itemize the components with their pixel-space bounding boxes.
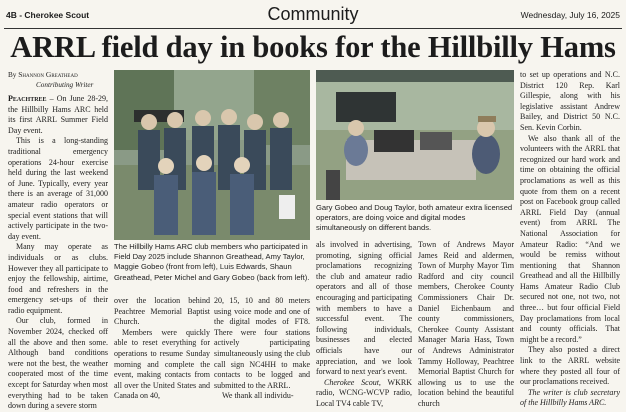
page-header bbox=[0, 0, 626, 28]
article-column-5 bbox=[418, 240, 514, 408]
header-rule bbox=[4, 28, 622, 29]
byline-role: Contributing Writer bbox=[36, 81, 94, 89]
col4-p1: als involved in advertising, promoting, signing official proclamations recognizing the club and amateur radio operators and all of those encouraging and participating with members to have a successful event. The following individuals, businesses and elected officials have our appreciation, and we look forward to next year's event. bbox=[316, 240, 412, 377]
col1-p3: Many may operate as individuals or as clubs. However they all participate to enjoy the fellowship, airtime, food and refreshers in the emergency set-ups of their radio equipment. bbox=[8, 242, 108, 315]
group-photo bbox=[114, 70, 310, 240]
col4-p2-italic: Cherokee Scout bbox=[324, 377, 379, 387]
col6-p4: The writer is club secretary of the Hillbilly Hams ARC. bbox=[520, 387, 620, 408]
col1-p4: Our club, formed in November 2024, checked off all the above and then some. Although band conditions were not the best, the weather cooperated most of the time except for Saturday when most everything had to be taken down during a severe storm bbox=[8, 316, 108, 411]
col3-p1: 20, 15, 10 and 80 meters using voice mode and one of the digital modes of FT8. There were four stations actively participating simultaneously using the club call sign NC4HH to make contacts to be logged and submitted to the ARRL. bbox=[214, 296, 310, 390]
article-column-3 bbox=[214, 296, 310, 401]
col2-p2: Members were quickly able to reset everything for operations to resume Sunday morning and complete the event, making contacts from all over the United States and Canada on 40, bbox=[114, 327, 210, 401]
byline-prefix: By bbox=[8, 71, 17, 79]
issue-date: Wednesday, July 16, 2025 bbox=[520, 10, 620, 20]
article-column-1 bbox=[8, 94, 108, 411]
article-column-2 bbox=[114, 296, 210, 401]
page-folio: 4B - Cherokee Scout bbox=[6, 10, 90, 20]
section-title: Community bbox=[267, 4, 359, 24]
article-column-6 bbox=[520, 70, 620, 408]
group-photo-caption: The Hillbilly Hams ARC club members who participated in Field Day 2025 include Shannon Greathead, Amy Taylor, Maggie Gobeo (front from left), Luis Edwards, Shaun Greathead, Peter Michel and Gary Gobeo (back from left). bbox=[114, 242, 310, 282]
col5-p1: Town of Andrews Mayor James Reid and aldermen, Town of Murphy Mayor Tim Radford and city council members, Cherokee County Commissioners Chair Dr. Daniel Eichenbaum and county commissioners, Cherokee County Assistant Manager Maria Hass, Town of Andrews Administrator Tammy Holloway, Peachtree Memorial Baptist Church for allowing us to use the location behind the beautiful church bbox=[418, 240, 514, 408]
byline bbox=[8, 70, 108, 90]
col1-p1: – On June 28-29, the Hillbilly Hams ARC held its first ARRL Summer Field Day event. bbox=[8, 94, 108, 135]
col1-p2: This is a long-standing traditional emergency operations 24-hour exercise held during the last weekend of June. Typically, every year there is an average of 31,000 amateur radio operators or special event stations that will actively participate in the two-day event. bbox=[8, 136, 108, 241]
byline-name: Shannon Greathead bbox=[18, 70, 78, 79]
col6-p2: We also thank all of the volunteers with the ARRL that recognized our hard work and time on obtaining the official proclamations as well as this quote from them on a recent post on Facebook group called ARRL Field Day (annual event) from ARRL The National Association for Amateur Radio: “And we would be remiss without mentioning that Shannon Greathead and all the Hillbilly Hams Amateur Radio Club secured not one, not two, not three… but four official Field Day proclamations from local and county officials. That might be a record.” bbox=[520, 133, 620, 344]
col4-p2: , WKRK radio, WCNG-WCVP radio, Local TV4 cable TV, bbox=[316, 377, 412, 408]
col6-p3: They also posted a direct link to the ARRL website where they posted all four of our proclamations received. bbox=[520, 345, 620, 387]
station-photo bbox=[316, 70, 514, 200]
col2-p1: over the location behind Peachtree Memorial Baptist Church. bbox=[114, 296, 210, 327]
group-photo-image bbox=[114, 70, 310, 240]
station-photo-caption: Gary Gobeo and Doug Taylor, both amateur extra licensed operators, are doing voice and digital modes simultaneously on different bands. bbox=[316, 203, 513, 233]
article-column-4 bbox=[316, 240, 412, 408]
headline: ARRL field day in books for the Hillbilly Hams bbox=[10, 30, 616, 64]
col3-p2: We thank all individu- bbox=[222, 391, 294, 401]
dateline: Peachtree bbox=[8, 94, 47, 103]
col6-p1: to set up operations and N.C. District 120 Rep. Karl Gillespie, along with his legislative assistant Andrew Bailey, and District 50 N.C. Sen. Kevin Corbin. bbox=[520, 70, 620, 132]
station-photo-image bbox=[316, 70, 514, 200]
